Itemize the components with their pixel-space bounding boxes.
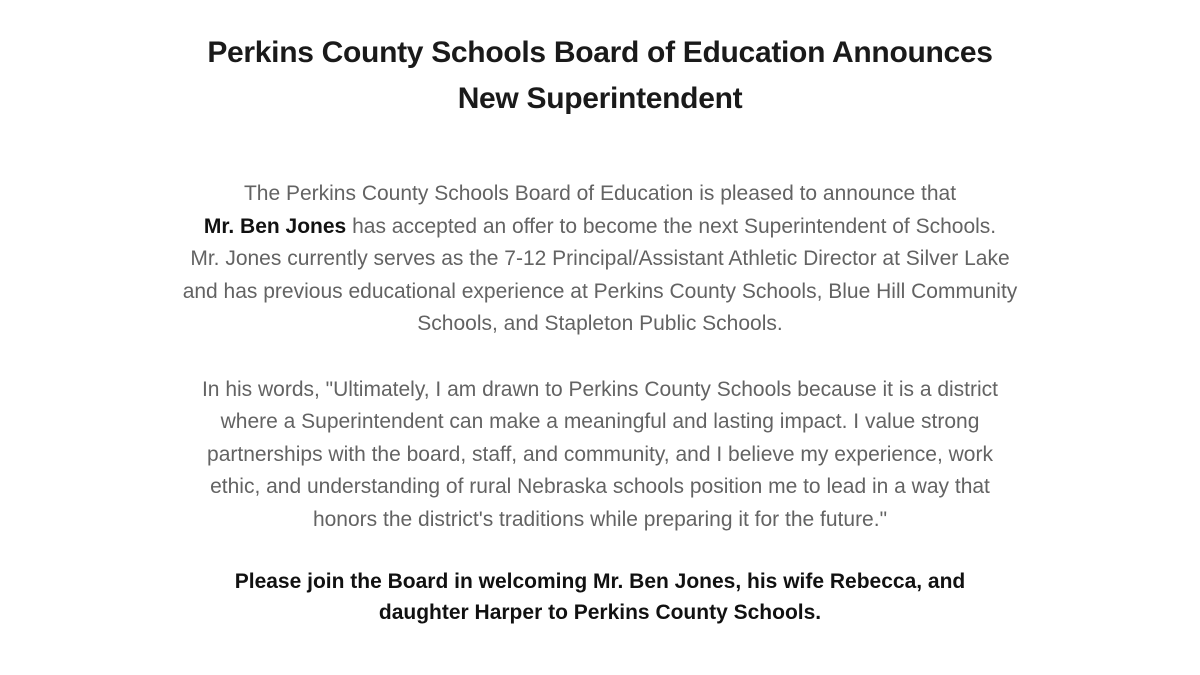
paragraph-line: The Perkins County Schools Board of Education is pleased to announce that — [243, 182, 957, 205]
title-line: New Superintendent — [457, 82, 743, 115]
paragraph-line: Schools, and Stapleton Public Schools. — [417, 312, 783, 335]
quote-line: ethic, and understanding of rural Nebraska schools position me to lead in a way that — [210, 475, 990, 498]
closing-line: daughter Harper to Perkins County Schools. — [378, 601, 822, 624]
paragraph-line-text: has accepted an offer to become the next Superintendent of Schools. — [346, 214, 997, 238]
quote-line: partnerships with the board, staff, and community, and I believe my experience, work — [207, 442, 993, 466]
quote-line: honors the district's traditions while preparing it for the future." — [312, 507, 888, 531]
paragraph-line: Mr. Jones currently serves as the 7-12 Principal/Assistant Athletic Director at Silver Lake — [190, 247, 1010, 270]
closing-statement — [0, 566, 1200, 628]
intro-paragraph — [0, 178, 1200, 341]
paragraph-line — [0, 211, 1200, 244]
title-line: Perkins County Schools Board of Education Announces — [207, 36, 993, 69]
quote-paragraph — [0, 374, 1200, 537]
closing-line: Please join the Board in welcoming Mr. Ben Jones, his wife Rebecca, and — [234, 570, 966, 593]
announcement-title — [0, 30, 1200, 122]
superintendent-name: Mr. Ben Jones — [203, 214, 347, 238]
quote-line: where a Superintendent can make a meaningful and lasting impact. I value strong — [220, 410, 980, 433]
paragraph-line: and has previous educational experience at Perkins County Schools, Blue Hill Community — [182, 279, 1018, 303]
quote-line: In his words, "Ultimately, I am drawn to Perkins County Schools because it is a district — [201, 377, 999, 401]
